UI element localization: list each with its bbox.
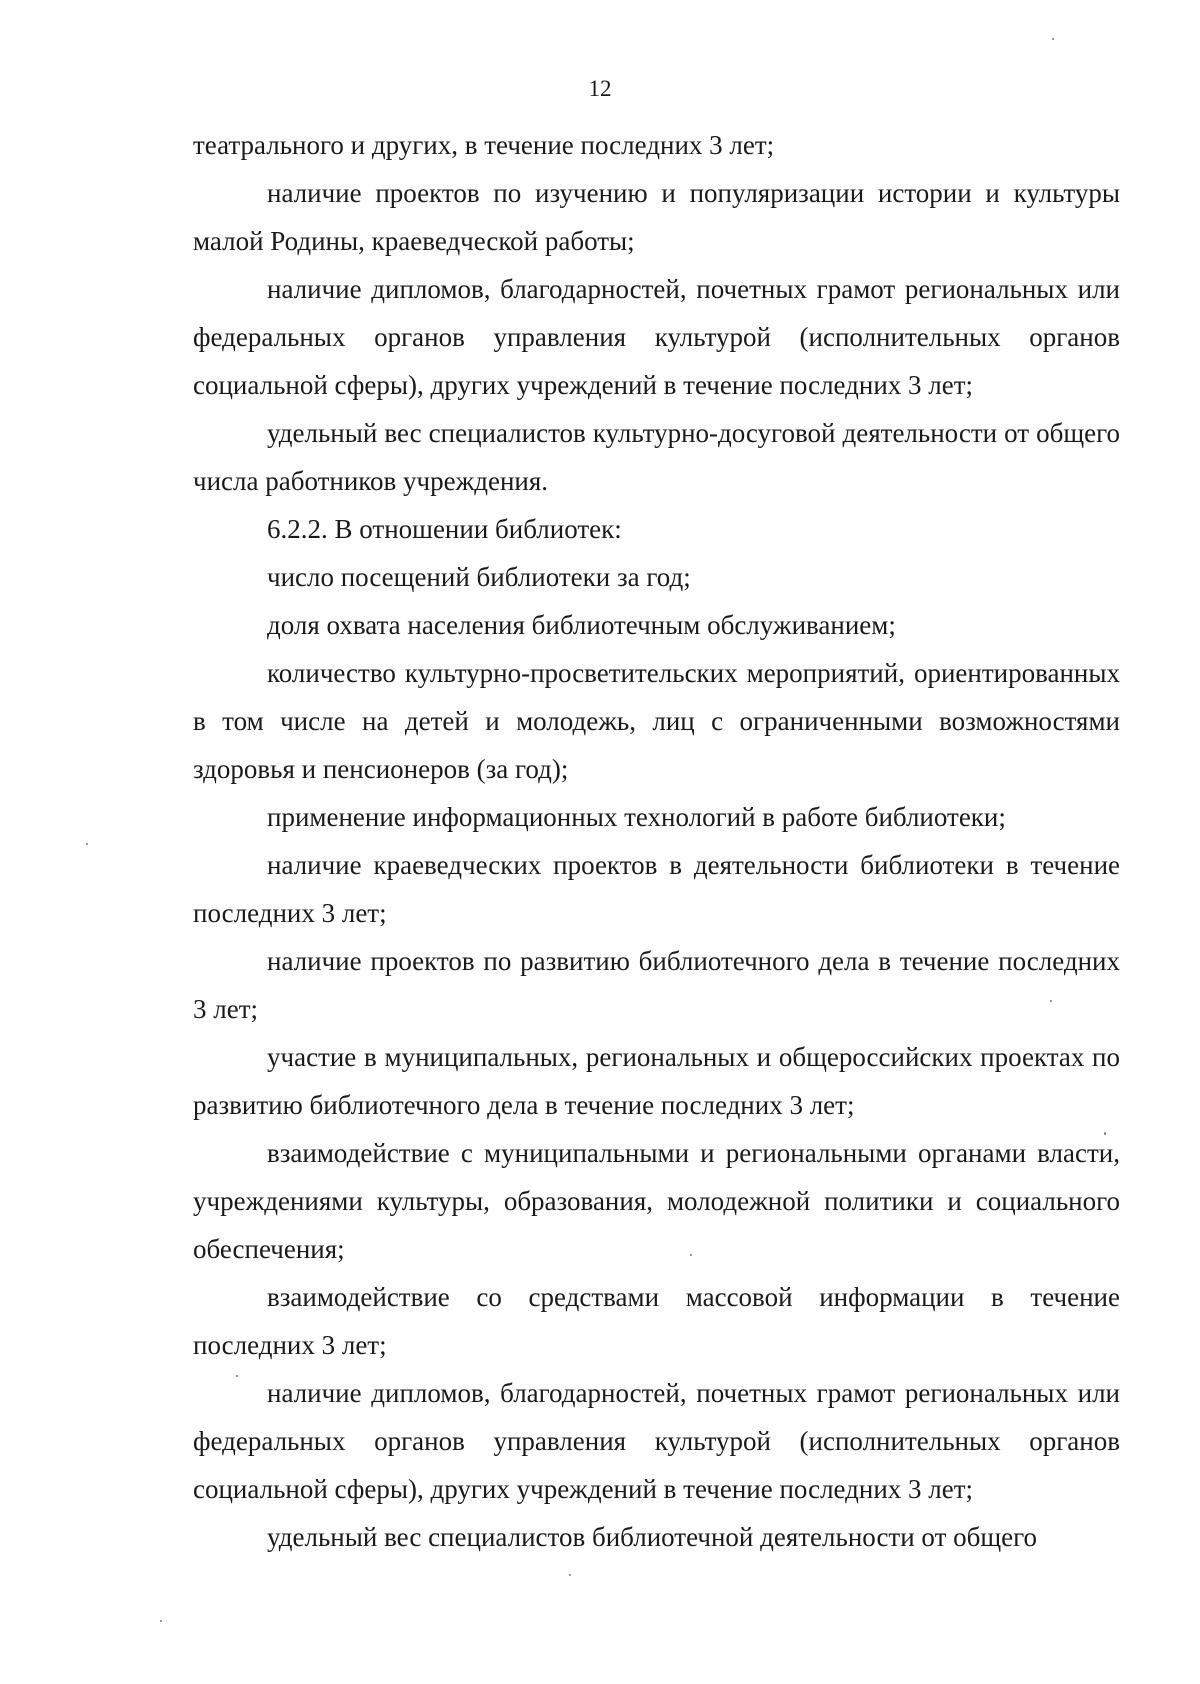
scan-speck	[236, 1375, 238, 1377]
paragraph: наличие краеведческих проектов в деятельности библиотеки в течение последних 3 лет;	[193, 850, 1120, 928]
paragraph: удельный вес специалистов культурно-досуговой деятельности от общего числа работников учреждения.	[193, 418, 1120, 496]
paragraph: наличие дипломов, благодарностей, почетных грамот региональных или федеральных органов управления культурой (исполнительных органов социальной сферы), других учреждений в течение последних 3 лет;	[193, 274, 1120, 400]
scan-speck	[86, 843, 88, 845]
paragraph: удельный вес специалистов библиотечной деятельности от общего	[267, 1522, 1038, 1552]
paragraph: театрального и других, в течение последних 3 лет;	[193, 130, 775, 160]
paragraph: взаимодействие со средствами массовой информации в течение последних 3 лет;	[193, 1282, 1120, 1360]
paragraph: взаимодействие с муниципальными и региональными органами власти, учреждениями культуры, образования, молодежной политики и социального обеспечения;	[193, 1138, 1120, 1264]
paragraph: участие в муниципальных, региональных и общероссийских проектах по развитию библиотечного дела в течение последних 3 лет;	[193, 1042, 1120, 1120]
paragraph: количество культурно-просветительских мероприятий, ориентированных в том числе на детей и молодежь, лиц с ограниченными возможностями здоровья и пенсионеров (за год);	[193, 658, 1120, 784]
scan-speck	[1052, 38, 1054, 40]
paragraph: доля охвата населения библиотечным обслуживанием;	[267, 610, 896, 640]
paragraph: наличие проектов по изучению и популяризации истории и культуры малой Родины, краеведческой работы;	[193, 178, 1120, 256]
scan-speck	[1050, 1000, 1052, 1002]
document-body	[193, 121, 1120, 1561]
scan-speck	[690, 1254, 692, 1256]
paragraph: наличие дипломов, благодарностей, почетных грамот региональных или федеральных органов управления культурой (исполнительных органов социальной сферы), других учреждений в течение последних 3 лет;	[193, 1378, 1120, 1504]
page-number: 12	[588, 76, 612, 101]
section-heading: 6.2.2. В отношении библиотек:	[267, 514, 622, 544]
paragraph: наличие проектов по развитию библиотечного дела в течение последних 3 лет;	[193, 946, 1120, 1024]
scan-speck	[1104, 1132, 1106, 1135]
paragraph: число посещений библиотеки за год;	[267, 562, 691, 592]
scan-speck	[160, 1620, 162, 1622]
scan-speck	[569, 1574, 571, 1576]
paragraph: применение информационных технологий в работе библиотеки;	[267, 802, 1006, 832]
